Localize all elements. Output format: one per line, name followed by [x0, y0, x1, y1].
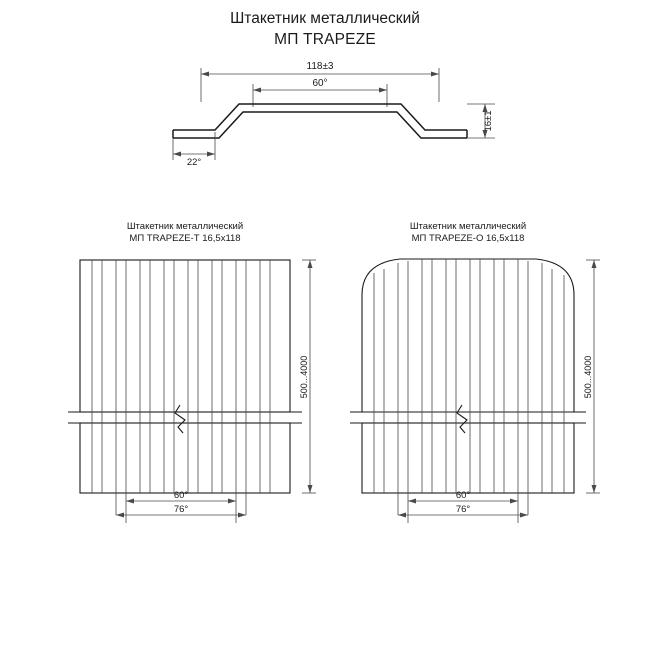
panel-2-drawing: [350, 259, 600, 523]
profile-height-label: 16±1: [483, 110, 494, 132]
profile-cross-section: [155, 52, 515, 182]
panel-1-height-label: 500...4000: [299, 355, 309, 399]
title-line-1: Штакетник металлический: [230, 10, 420, 27]
profile-width-label: 118±3: [306, 61, 334, 72]
profile-angle-left-label: 22°: [186, 157, 202, 168]
panel-1-caption-line-2: МП TRAPEZE-Т 16,5х118: [129, 233, 241, 244]
profile-angle-top-label: 60°: [312, 78, 328, 89]
panel-1-caption-line-1: Штакетник металлический: [126, 221, 244, 232]
panel-2-caption-line-1: Штакетник металлический: [409, 221, 527, 232]
profile-outline: [173, 104, 467, 138]
panel-2-dim-outer: 76°: [455, 504, 471, 515]
left-angle-leader: [173, 132, 215, 160]
panel-2-caption-line-2: МП TRAPEZE-О 16,5х118: [411, 233, 525, 244]
panel-2-dim-inner: 60°: [455, 490, 471, 501]
panel-1-dim-inner: 60°: [173, 490, 189, 501]
panel-1-drawing: [68, 260, 316, 523]
panel-2-height-label: 500...4000: [583, 355, 593, 399]
title-line-2: МП TRAPEZE: [274, 31, 376, 48]
panel-views: [30, 215, 620, 535]
page-title: [0, 8, 650, 50]
panel-1-dim-outer: 76°: [173, 504, 189, 515]
